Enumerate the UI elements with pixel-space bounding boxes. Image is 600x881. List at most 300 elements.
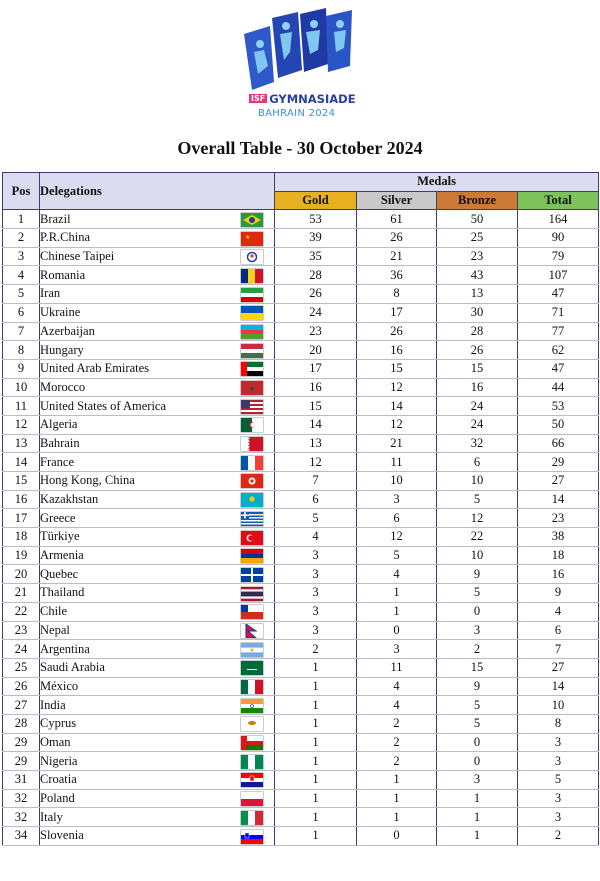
row-total: 5 [518,771,599,790]
row-pos: 20 [3,565,40,584]
row-bronze: 13 [437,285,518,304]
row-flag [231,808,275,827]
row-total: 50 [518,415,599,434]
row-delegation: Nepal [40,621,231,640]
row-gold: 1 [275,808,357,827]
row-flag [231,789,275,808]
row-silver: 1 [357,602,437,621]
flag-icon [241,587,263,601]
row-bronze: 2 [437,640,518,659]
row-pos: 19 [3,546,40,565]
row-flag [231,827,275,846]
row-pos: 22 [3,602,40,621]
svg-text:★: ★ [249,385,256,394]
row-gold: 16 [275,378,357,397]
row-bronze: 5 [437,584,518,603]
row-total: 8 [518,714,599,733]
table-row [3,546,599,565]
row-bronze: 32 [437,434,518,453]
table-row [3,677,599,696]
row-delegation: Romania [40,266,231,285]
row-delegation: Morocco [40,378,231,397]
row-silver: 2 [357,733,437,752]
logo-subtitle: BAHRAIN 2024 [258,108,336,119]
row-silver: 26 [357,229,437,248]
table-row [3,696,599,715]
row-flag [231,752,275,771]
row-flag [231,621,275,640]
row-pos: 4 [3,266,40,285]
table-row [3,565,599,584]
row-flag [231,546,275,565]
row-flag [231,210,275,229]
row-gold: 1 [275,696,357,715]
row-delegation: Slovenia [40,827,231,846]
row-pos: 21 [3,584,40,603]
row-gold: 3 [275,602,357,621]
header-delegations: Delegations [40,173,275,210]
table-row [3,490,599,509]
row-total: 3 [518,733,599,752]
row-total: 107 [518,266,599,285]
flag-icon [241,531,263,545]
row-flag [231,733,275,752]
flag-icon [241,456,263,470]
row-delegation: Oman [40,733,231,752]
row-flag [231,771,275,790]
row-total: 27 [518,658,599,677]
row-flag [231,565,275,584]
table-row [3,229,599,248]
table-row [3,789,599,808]
row-total: 3 [518,752,599,771]
row-delegation: Cyprus [40,714,231,733]
row-pos: 3 [3,247,40,266]
row-total: 79 [518,247,599,266]
row-gold: 5 [275,509,357,528]
row-delegation: Argentina [40,640,231,659]
table-row [3,285,599,304]
table-row [3,584,599,603]
row-delegation: Chile [40,602,231,621]
row-silver: 2 [357,752,437,771]
row-delegation: Italy [40,808,231,827]
row-total: 62 [518,341,599,360]
row-pos: 10 [3,378,40,397]
row-silver: 5 [357,546,437,565]
row-bronze: 22 [437,528,518,547]
flag-icon [241,325,263,339]
row-bronze: 24 [437,397,518,416]
table-row [3,341,599,360]
flag-icon [241,474,263,488]
row-total: 44 [518,378,599,397]
row-delegation: United Arab Emirates [40,359,231,378]
row-gold: 23 [275,322,357,341]
row-total: 164 [518,210,599,229]
row-gold: 13 [275,434,357,453]
row-pos: 29 [3,752,40,771]
row-bronze: 3 [437,771,518,790]
row-gold: 24 [275,303,357,322]
row-gold: 3 [275,546,357,565]
row-flag [231,322,275,341]
row-silver: 36 [357,266,437,285]
table-row [3,733,599,752]
row-silver: 21 [357,434,437,453]
row-gold: 12 [275,453,357,472]
row-silver: 10 [357,472,437,491]
row-flag [231,359,275,378]
row-silver: 1 [357,789,437,808]
row-delegation: Brazil [40,210,231,229]
table-row [3,434,599,453]
row-pos: 7 [3,322,40,341]
row-bronze: 3 [437,621,518,640]
row-gold: 3 [275,584,357,603]
row-gold: 1 [275,752,357,771]
row-gold: 53 [275,210,357,229]
row-gold: 26 [275,285,357,304]
row-gold: 1 [275,658,357,677]
row-bronze: 6 [437,453,518,472]
row-delegation: Hong Kong, China [40,472,231,491]
flag-icon [241,605,263,619]
isf-badge: ISF [251,94,266,103]
row-gold: 1 [275,733,357,752]
row-delegation: Bahrain [40,434,231,453]
row-total: 23 [518,509,599,528]
row-pos: 12 [3,415,40,434]
table-row [3,472,599,491]
row-flag [231,229,275,248]
row-delegation: Armenia [40,546,231,565]
flag-icon [241,568,263,582]
row-total: 66 [518,434,599,453]
row-pos: 34 [3,827,40,846]
row-gold: 1 [275,789,357,808]
row-silver: 11 [357,453,437,472]
row-gold: 4 [275,528,357,547]
row-flag [231,453,275,472]
row-silver: 3 [357,640,437,659]
row-bronze: 25 [437,229,518,248]
row-total: 90 [518,229,599,248]
flag-icon [241,381,263,395]
row-total: 27 [518,472,599,491]
row-pos: 2 [3,229,40,248]
flag-icon [241,512,263,526]
row-silver: 2 [357,714,437,733]
flag-icon [241,344,263,358]
row-pos: 17 [3,509,40,528]
row-delegation: Chinese Taipei [40,247,231,266]
row-pos: 18 [3,528,40,547]
table-row [3,752,599,771]
row-silver: 3 [357,490,437,509]
row-total: 10 [518,696,599,715]
row-pos: 32 [3,789,40,808]
row-pos: 27 [3,696,40,715]
row-silver: 17 [357,303,437,322]
row-silver: 4 [357,677,437,696]
table-row [3,602,599,621]
row-pos: 29 [3,733,40,752]
row-bronze: 0 [437,602,518,621]
row-flag [231,658,275,677]
row-total: 77 [518,322,599,341]
row-bronze: 5 [437,714,518,733]
flag-icon [241,269,263,283]
row-total: 71 [518,303,599,322]
row-silver: 11 [357,658,437,677]
row-delegation: Hungary [40,341,231,360]
row-pos: 32 [3,808,40,827]
row-gold: 15 [275,397,357,416]
row-delegation: Türkiye [40,528,231,547]
row-delegation: Poland [40,789,231,808]
row-bronze: 5 [437,490,518,509]
row-silver: 21 [357,247,437,266]
table-row [3,771,599,790]
row-pos: 23 [3,621,40,640]
row-gold: 14 [275,415,357,434]
table-row [3,640,599,659]
row-flag [231,247,275,266]
flag-icon [241,811,263,825]
row-delegation: India [40,696,231,715]
row-flag [231,714,275,733]
header-pos: Pos [3,173,40,210]
row-gold: 17 [275,359,357,378]
row-gold: 1 [275,677,357,696]
row-bronze: 12 [437,509,518,528]
flag-icon [241,643,263,657]
row-bronze: 28 [437,322,518,341]
row-silver: 1 [357,584,437,603]
row-total: 47 [518,285,599,304]
header-total: Total [518,191,599,210]
row-bronze: 30 [437,303,518,322]
flag-icon [241,680,263,694]
row-gold: 39 [275,229,357,248]
row-total: 53 [518,397,599,416]
row-gold: 6 [275,490,357,509]
row-delegation: Quebec [40,565,231,584]
row-total: 2 [518,827,599,846]
row-total: 16 [518,565,599,584]
row-bronze: 9 [437,565,518,584]
logo-title [249,92,369,106]
row-pos: 13 [3,434,40,453]
flag-icon [241,624,263,638]
row-total: 4 [518,602,599,621]
table-row [3,658,599,677]
row-flag [231,266,275,285]
flag-icon [241,717,263,731]
row-pos: 6 [3,303,40,322]
row-gold: 1 [275,771,357,790]
row-silver: 1 [357,771,437,790]
row-total: 47 [518,359,599,378]
row-delegation: P.R.China [40,229,231,248]
flag-icon [241,213,263,227]
row-delegation: Thailand [40,584,231,603]
flag-icon [241,493,263,507]
row-pos: 1 [3,210,40,229]
row-flag [231,415,275,434]
row-silver: 4 [357,696,437,715]
row-bronze: 23 [437,247,518,266]
row-silver: 16 [357,341,437,360]
row-total: 14 [518,677,599,696]
table-row [3,415,599,434]
row-total: 7 [518,640,599,659]
row-gold: 3 [275,621,357,640]
table-row [3,528,599,547]
row-delegation: United States of America [40,397,231,416]
row-bronze: 0 [437,733,518,752]
flag-icon [241,250,263,264]
row-delegation: Croatia [40,771,231,790]
row-pos: 11 [3,397,40,416]
row-gold: 7 [275,472,357,491]
row-gold: 35 [275,247,357,266]
row-gold: 3 [275,565,357,584]
row-flag [231,640,275,659]
row-gold: 1 [275,714,357,733]
row-silver: 6 [357,509,437,528]
row-silver: 12 [357,415,437,434]
row-delegation: Iran [40,285,231,304]
gymnasts-emblem-icon [240,4,360,92]
row-delegation: Nigeria [40,752,231,771]
header-medals: Medals [275,173,599,192]
row-flag [231,434,275,453]
table-row [3,378,599,397]
row-silver: 4 [357,565,437,584]
row-bronze: 15 [437,359,518,378]
row-total: 9 [518,584,599,603]
row-delegation: México [40,677,231,696]
row-bronze: 1 [437,827,518,846]
row-pos: 26 [3,677,40,696]
row-bronze: 1 [437,789,518,808]
row-flag [231,341,275,360]
row-silver: 61 [357,210,437,229]
row-pos: 15 [3,472,40,491]
page-title: Overall Table - 30 October 2024 [177,138,423,158]
row-pos: 5 [3,285,40,304]
flag-icon [241,362,263,376]
row-delegation: Algeria [40,415,231,434]
svg-text:★: ★ [245,234,251,241]
table-row [3,322,599,341]
row-total: 38 [518,528,599,547]
row-pos: 31 [3,771,40,790]
flag-icon [241,549,263,563]
row-silver: 14 [357,397,437,416]
table-row [3,247,599,266]
row-flag [231,602,275,621]
row-pos: 14 [3,453,40,472]
row-flag [231,472,275,491]
medal-table [2,172,599,846]
row-total: 3 [518,808,599,827]
flag-icon [241,773,263,787]
row-bronze: 9 [437,677,518,696]
row-pos: 24 [3,640,40,659]
row-silver: 12 [357,528,437,547]
flag-icon [241,306,263,320]
flag-icon [241,792,263,806]
row-delegation: Greece [40,509,231,528]
row-delegation: Saudi Arabia [40,658,231,677]
row-flag [231,378,275,397]
table-row [3,453,599,472]
row-gold: 2 [275,640,357,659]
row-total: 3 [518,789,599,808]
table-row [3,266,599,285]
row-gold: 1 [275,827,357,846]
row-total: 18 [518,546,599,565]
row-bronze: 43 [437,266,518,285]
logo-title-text: GYMNASIADE [269,92,356,106]
row-total: 29 [518,453,599,472]
row-total: 6 [518,621,599,640]
row-pos: 28 [3,714,40,733]
flag-icon [241,661,263,675]
medal-table-body [3,210,599,845]
flag-icon [241,736,263,750]
header-gold: Gold [275,191,357,210]
row-pos: 8 [3,341,40,360]
row-silver: 15 [357,359,437,378]
row-delegation: Azerbaijan [40,322,231,341]
row-flag [231,303,275,322]
flag-icon [241,755,263,769]
row-silver: 0 [357,827,437,846]
row-flag [231,528,275,547]
row-flag [231,490,275,509]
flag-icon [241,400,263,414]
row-silver: 1 [357,808,437,827]
row-bronze: 24 [437,415,518,434]
flag-icon [241,418,263,432]
table-row [3,714,599,733]
row-bronze: 1 [437,808,518,827]
flag-icon [241,830,263,844]
row-bronze: 16 [437,378,518,397]
row-flag [231,677,275,696]
table-row [3,621,599,640]
flag-icon [241,288,263,302]
row-silver: 12 [357,378,437,397]
header-bronze: Bronze [437,191,518,210]
row-gold: 28 [275,266,357,285]
row-silver: 26 [357,322,437,341]
row-flag [231,696,275,715]
flag-icon [241,699,263,713]
row-delegation: Kazakhstan [40,490,231,509]
row-bronze: 0 [437,752,518,771]
row-total: 14 [518,490,599,509]
row-bronze: 10 [437,546,518,565]
row-delegation: Ukraine [40,303,231,322]
table-row [3,303,599,322]
row-flag [231,509,275,528]
row-silver: 8 [357,285,437,304]
